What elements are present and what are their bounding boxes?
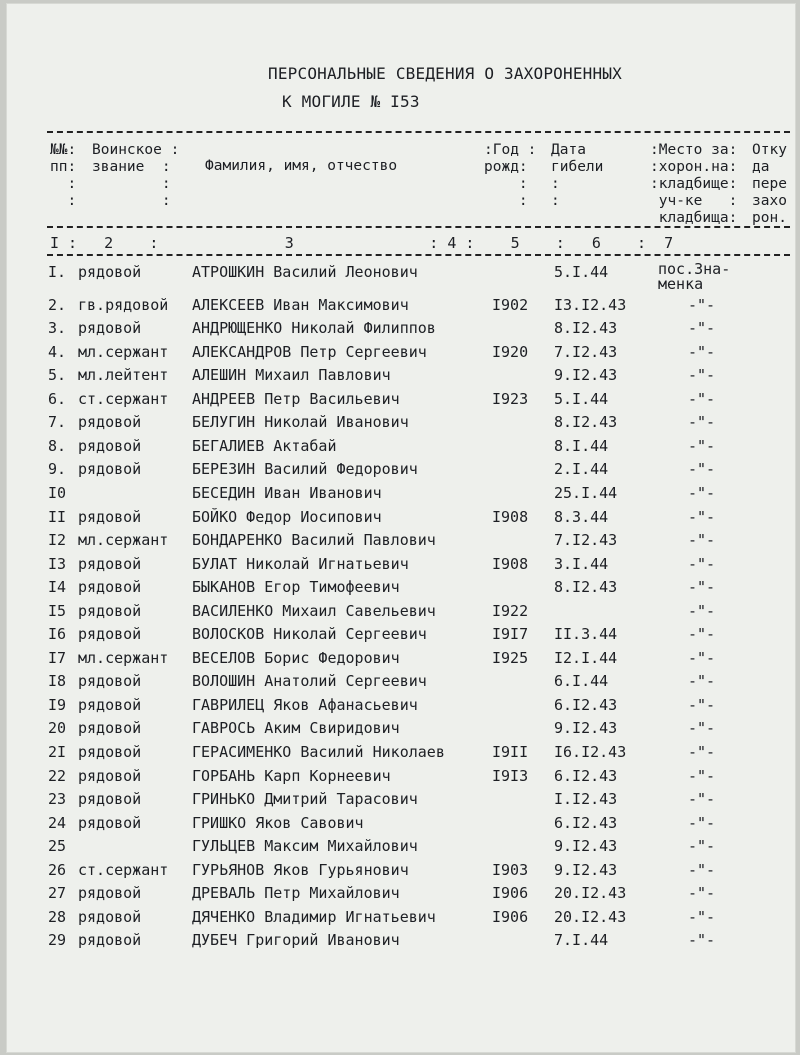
row-burial-place: -"- xyxy=(688,884,716,903)
table-row xyxy=(48,295,793,318)
table-row xyxy=(48,412,793,435)
row-death-date: 8.I.44 xyxy=(554,436,609,455)
row-birth-year: I906 xyxy=(492,907,529,926)
row-name: ВЕСЕЛОВ Борис Федорович xyxy=(192,648,400,667)
table-row xyxy=(48,483,793,506)
row-death-date: 20.I2.43 xyxy=(554,907,627,926)
header-reburied-from: Отку да пере захо рон. xyxy=(752,142,787,226)
row-name: ГУРЬЯНОВ Яков Гурьянович xyxy=(192,860,409,879)
row-number: 26 xyxy=(48,860,67,879)
row-number: 3. xyxy=(48,319,67,338)
table-row xyxy=(48,860,793,883)
row-name: БОЙКО Федор Иосипович xyxy=(192,507,382,526)
row-number: I5 xyxy=(48,601,67,620)
row-death-date: 9.I2.43 xyxy=(554,837,618,856)
row-name: БЕСЕДИН Иван Иванович xyxy=(192,483,382,502)
row-name: АЛЕКСАНДРОВ Петр Сергеевич xyxy=(192,342,427,361)
row-rank: рядовой xyxy=(78,460,142,479)
row-burial-place: -"- xyxy=(688,342,716,361)
row-death-date: I2.I.44 xyxy=(554,648,618,667)
row-burial-place: -"- xyxy=(688,648,716,667)
row-burial-place: -"- xyxy=(688,483,716,502)
row-burial-place: -"- xyxy=(688,625,716,644)
row-death-date: 8.I2.43 xyxy=(554,578,618,597)
row-rank: рядовой xyxy=(78,625,142,644)
table-row xyxy=(48,671,793,694)
row-name: ВОЛОШИН Анатолий Сергеевич xyxy=(192,672,427,691)
row-burial-place: -"- xyxy=(688,837,716,856)
row-burial-place: -"- xyxy=(688,695,716,714)
row-death-date: 5.I.44 xyxy=(554,263,609,281)
row-rank: рядовой xyxy=(78,813,142,832)
table-row xyxy=(48,624,793,647)
header-top-rule xyxy=(47,131,790,133)
row-death-date: 6.I.44 xyxy=(554,672,609,691)
row-rank: рядовой xyxy=(78,719,142,738)
row-number: 9. xyxy=(48,460,67,479)
row-rank: рядовой xyxy=(78,507,142,526)
table-row xyxy=(48,554,793,577)
header-mid-rule xyxy=(47,226,790,228)
row-number: 22 xyxy=(48,766,67,785)
row-death-date: 8.I2.43 xyxy=(554,413,618,432)
row-death-date: 6.I2.43 xyxy=(554,695,618,714)
row-number: I7 xyxy=(48,648,67,667)
row-rank: рядовой xyxy=(78,413,142,432)
row-rank: мл.сержант xyxy=(78,648,169,667)
table-row xyxy=(48,813,793,836)
row-number: I3 xyxy=(48,554,67,573)
row-name: БЕГАЛИЕВ Актабай xyxy=(192,436,337,455)
row-number: 24 xyxy=(48,813,67,832)
row-birth-year: I903 xyxy=(492,860,529,879)
row-burial-place: -"- xyxy=(688,766,716,785)
table-row xyxy=(48,318,793,341)
row-death-date: 5.I.44 xyxy=(554,389,609,408)
row-burial-place: -"- xyxy=(688,319,716,338)
row-number: 23 xyxy=(48,790,67,809)
row-number: I2 xyxy=(48,531,67,550)
row-death-date: 8.I2.43 xyxy=(554,319,618,338)
row-number: 27 xyxy=(48,884,67,903)
row-rank: рядовой xyxy=(78,907,142,926)
row-number: I9 xyxy=(48,695,67,714)
row-number: 4. xyxy=(48,342,67,361)
header-birth-year: :Год : рожд: : : xyxy=(484,142,537,209)
row-birth-year: I9II xyxy=(492,743,529,761)
table-row xyxy=(48,530,793,553)
row-name: ГРИНЬКО Дмитрий Тарасович xyxy=(192,790,418,809)
row-number: 7. xyxy=(48,413,67,432)
row-number: I0 xyxy=(48,483,67,502)
row-name: БУЛАТ Николай Игнатьевич xyxy=(192,554,409,573)
row-burial-place: -"- xyxy=(688,672,716,691)
row-name: БЫКАНОВ Егор Тимофеевич xyxy=(192,578,400,597)
row-burial-place: -"- xyxy=(688,813,716,832)
row-burial-place: -"- xyxy=(688,460,716,479)
row-birth-year: I908 xyxy=(492,554,529,573)
row-rank: ст.сержант xyxy=(78,389,169,408)
row-burial-place: -"- xyxy=(688,743,716,761)
row-death-date: 6.I2.43 xyxy=(554,813,618,832)
row-name: ГЕРАСИМЕНКО Василий Николаев xyxy=(192,743,445,761)
row-name: АЛЕКСЕЕВ Иван Максимович xyxy=(192,295,409,314)
table-row xyxy=(48,648,793,671)
row-death-date: 3.I.44 xyxy=(554,554,609,573)
row-burial-place: -"- xyxy=(688,389,716,408)
row-number: I. xyxy=(48,263,67,281)
row-burial-place: -"- xyxy=(688,554,716,573)
table-row xyxy=(48,436,793,459)
header-name: Фамилия, имя, отчество xyxy=(205,158,398,174)
table-row xyxy=(48,601,793,624)
grave-number-title: К МОГИЛЕ № I53 xyxy=(282,92,420,111)
row-birth-year: I925 xyxy=(492,648,529,667)
table-row xyxy=(48,365,793,388)
row-name: ГАВРИЛЕЦ Яков Афанасьевич xyxy=(192,695,418,714)
row-rank: рядовой xyxy=(78,578,142,597)
row-name: АНДРЕЕВ Петр Васильевич xyxy=(192,389,400,408)
row-name: ГОРБАНЬ Карп Корнеевич xyxy=(192,766,391,785)
table-row xyxy=(48,930,793,953)
table-row xyxy=(48,695,793,718)
row-name: БЕЛУГИН Николай Иванович xyxy=(192,413,409,432)
row-rank: рядовой xyxy=(78,695,142,714)
row-number: 25 xyxy=(48,837,67,856)
document-title: ПЕРСОНАЛЬНЫЕ СВЕДЕНИЯ О ЗАХОРОНЕННЫХ xyxy=(268,64,622,83)
column-numbers: I : 2 : 3 : 4 : 5 : 6 : 7 xyxy=(50,234,674,252)
table-row xyxy=(48,789,793,812)
row-death-date: I.I2.43 xyxy=(554,790,618,809)
row-name: АНДРЮЩЕНКО Николай Филиппов xyxy=(192,319,436,338)
row-death-date: 20.I2.43 xyxy=(554,884,627,903)
table-row xyxy=(48,718,793,741)
row-rank: рядовой xyxy=(78,319,142,338)
row-burial-place: -"- xyxy=(688,578,716,597)
row-rank: рядовой xyxy=(78,601,142,620)
row-rank: рядовой xyxy=(78,931,142,950)
row-rank: рядовой xyxy=(78,790,142,809)
row-name: БЕРЕЗИН Василий Федорович xyxy=(192,460,418,479)
row-name: ГУЛЬЦЕВ Максим Михайлович xyxy=(192,837,418,856)
row-death-date: 8.3.44 xyxy=(554,507,609,526)
header-burial-place: :Место за: :хорон.на: :кладбище: уч-ке : кладбища: xyxy=(650,142,738,226)
table-row xyxy=(48,342,793,365)
table-row xyxy=(48,577,793,600)
row-burial-place: -"- xyxy=(688,719,716,738)
row-burial-place: -"- xyxy=(688,790,716,809)
row-burial-place: -"- xyxy=(688,531,716,550)
row-birth-year: I920 xyxy=(492,342,529,361)
row-name: ГРИШКО Яков Савович xyxy=(192,813,364,832)
row-burial-place: -"- xyxy=(688,295,716,314)
row-rank: мл.сержант xyxy=(78,342,169,361)
row-name: ДЯЧЕНКО Владимир Игнатьевич xyxy=(192,907,436,926)
row-death-date: 7.I.44 xyxy=(554,931,609,950)
row-name: ДУБЕЧ Григорий Иванович xyxy=(192,931,400,950)
table-row xyxy=(48,836,793,859)
row-number: 29 xyxy=(48,931,67,950)
table-row xyxy=(48,907,793,930)
row-rank: ст.сержант xyxy=(78,860,169,879)
row-name: ГАВРОСЬ Аким Свиридович xyxy=(192,719,400,738)
row-birth-year: I908 xyxy=(492,507,529,526)
row-number: II xyxy=(48,507,67,526)
row-death-date: 6.I2.43 xyxy=(554,766,618,785)
row-death-date: 9.I2.43 xyxy=(554,719,618,738)
row-birth-year: I922 xyxy=(492,601,529,620)
row-rank: рядовой xyxy=(78,554,142,573)
row-birth-year: I902 xyxy=(492,295,529,314)
row-death-date: II.3.44 xyxy=(554,625,618,644)
row-rank: рядовой xyxy=(78,766,142,785)
row-birth-year: I9I7 xyxy=(492,625,529,644)
table-row xyxy=(48,507,793,530)
row-rank: гв.рядовой xyxy=(78,295,169,314)
row-number: 5. xyxy=(48,366,67,385)
row-rank: рядовой xyxy=(78,672,142,691)
table-row xyxy=(48,459,793,482)
header-bottom-rule xyxy=(47,254,790,256)
row-burial-place: -"- xyxy=(688,507,716,526)
row-burial-place: -"- xyxy=(688,860,716,879)
row-death-date: I3.I2.43 xyxy=(554,295,627,314)
row-name: ВАСИЛЕНКО Михаил Савельевич xyxy=(192,601,436,620)
header-death-date: Дата гибели : : xyxy=(551,142,604,209)
row-burial-place: -"- xyxy=(688,436,716,455)
row-rank: рядовой xyxy=(78,263,142,281)
row-burial-place: -"- xyxy=(688,931,716,950)
row-burial-place: пос.Зна- менка xyxy=(658,260,731,293)
row-death-date: 9.I2.43 xyxy=(554,366,618,385)
table-row xyxy=(48,260,793,293)
row-number: 6. xyxy=(48,389,67,408)
row-birth-year: I9I3 xyxy=(492,766,529,785)
row-burial-place: -"- xyxy=(688,907,716,926)
row-death-date: I6.I2.43 xyxy=(554,743,627,761)
row-rank: мл.сержант xyxy=(78,531,169,550)
row-burial-place: -"- xyxy=(688,413,716,432)
table-row xyxy=(48,883,793,906)
row-death-date: 9.I2.43 xyxy=(554,860,618,879)
table-row xyxy=(48,742,793,765)
row-birth-year: I906 xyxy=(492,884,529,903)
row-number: 2I xyxy=(48,743,67,761)
row-number: I8 xyxy=(48,672,67,691)
row-number: I6 xyxy=(48,625,67,644)
table-row xyxy=(48,389,793,412)
row-birth-year: I923 xyxy=(492,389,529,408)
row-number: 28 xyxy=(48,907,67,926)
row-burial-place: -"- xyxy=(688,601,716,620)
row-death-date: 2.I.44 xyxy=(554,460,609,479)
header-rank: Воинское : звание : : : xyxy=(92,142,180,209)
row-number: I4 xyxy=(48,578,67,597)
row-rank: рядовой xyxy=(78,743,142,761)
row-number: 20 xyxy=(48,719,67,738)
row-number: 2. xyxy=(48,295,67,314)
row-death-date: 7.I2.43 xyxy=(554,342,618,361)
table-row xyxy=(48,766,793,789)
row-name: ДРЕВАЛЬ Петр Михайлович xyxy=(192,884,400,903)
row-name: АЛЕШИН Михаил Павлович xyxy=(192,366,391,385)
row-number: 8. xyxy=(48,436,67,455)
row-death-date: 7.I2.43 xyxy=(554,531,618,550)
row-death-date: 25.I.44 xyxy=(554,483,618,502)
row-name: АТРОШКИН Василий Леонович xyxy=(192,263,418,281)
row-rank: мл.лейтент xyxy=(78,366,169,385)
row-name: БОНДАРЕНКО Василий Павлович xyxy=(192,531,436,550)
row-rank: рядовой xyxy=(78,884,142,903)
row-name: ВОЛОСКОВ Николай Сергеевич xyxy=(192,625,427,644)
row-burial-place: -"- xyxy=(688,366,716,385)
row-rank: рядовой xyxy=(78,436,142,455)
header-number: №№: пп: : : xyxy=(50,142,77,209)
